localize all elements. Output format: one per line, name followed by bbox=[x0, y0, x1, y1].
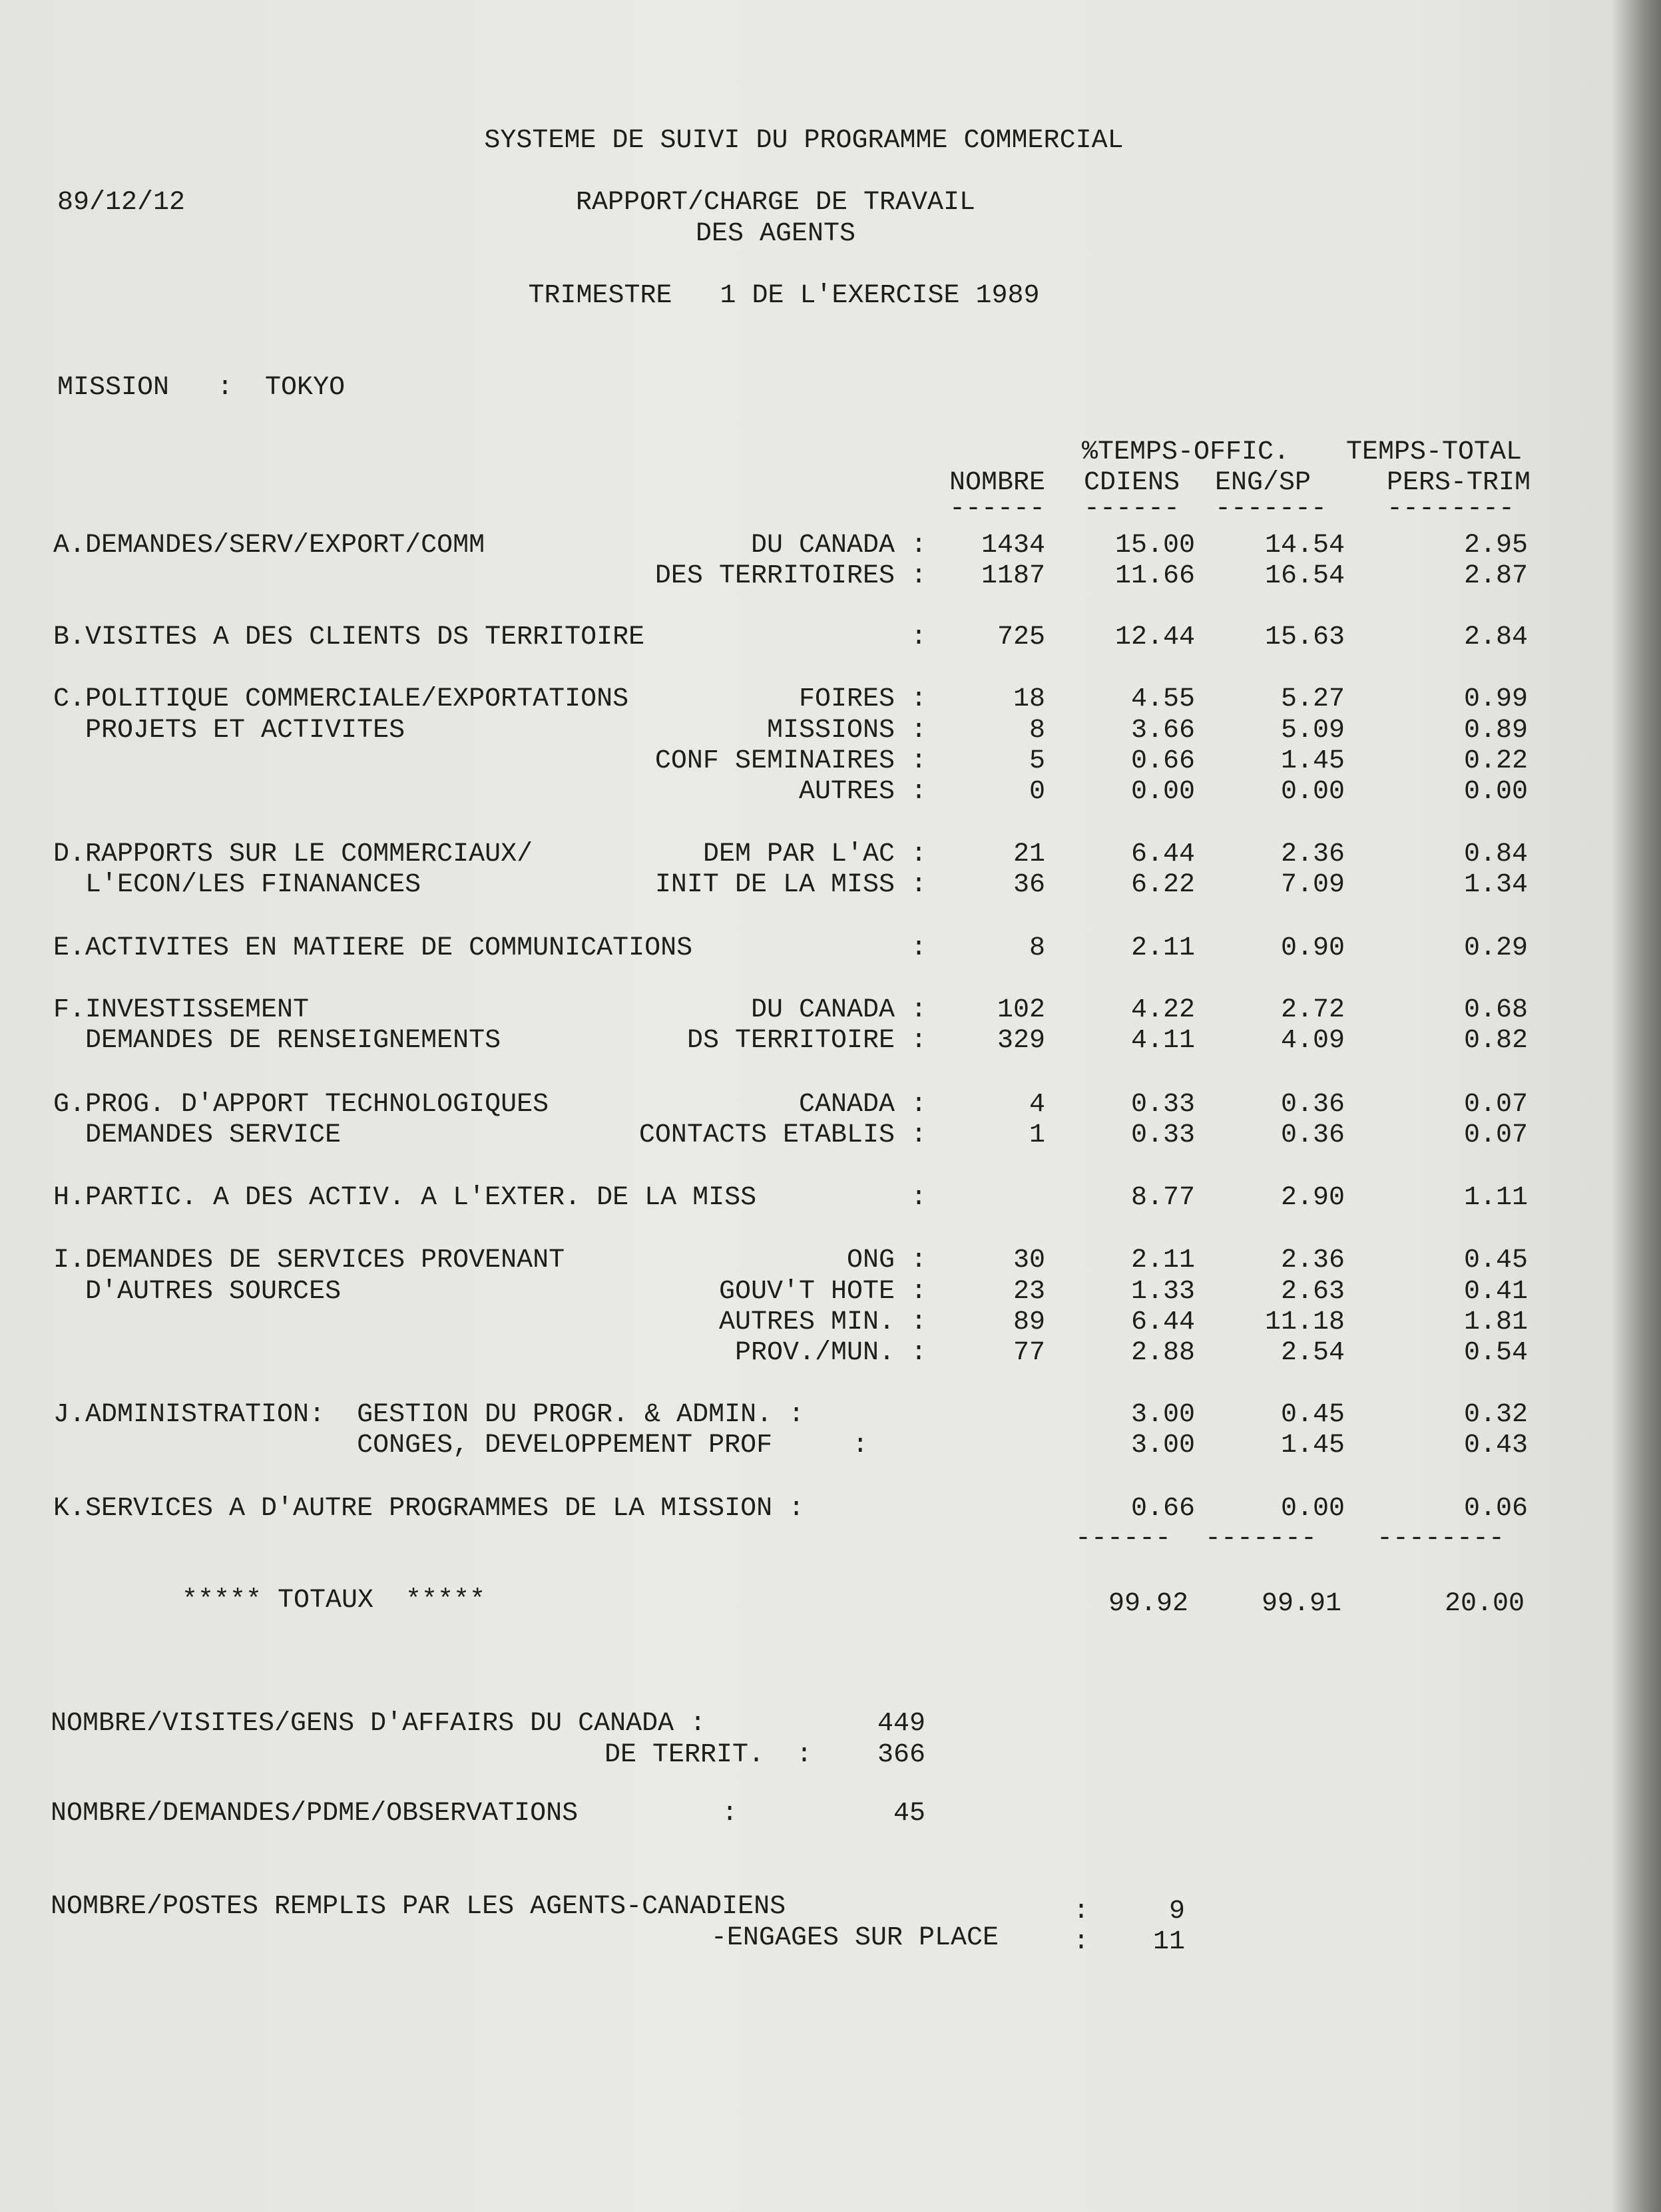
row-sublabel: DU CANADA : bbox=[750, 995, 927, 1025]
summary-territ-label: DE TERRIT. : bbox=[604, 1740, 812, 1770]
header-dash-cdiens: ------ bbox=[1084, 494, 1180, 524]
row-cdiens: 0.66 bbox=[1130, 1494, 1195, 1524]
totals-label: ***** TOTAUX ***** bbox=[182, 1586, 486, 1616]
row-cdiens: 6.44 bbox=[1130, 1307, 1195, 1337]
row-nombre: 725 bbox=[997, 622, 1045, 652]
summary-postes-canadiens: 9 bbox=[1168, 1896, 1185, 1926]
row-cdiens: 2.11 bbox=[1130, 1245, 1195, 1275]
row-cdiens: 8.77 bbox=[1130, 1183, 1195, 1213]
row-cdiens: 4.22 bbox=[1130, 995, 1195, 1025]
row-label: A.DEMANDES/SERV/EXPORT/COMM bbox=[53, 531, 485, 560]
report-title-line1: RAPPORT/CHARGE DE TRAVAIL bbox=[575, 188, 976, 218]
row-pers-trim: 0.06 bbox=[1463, 1494, 1528, 1524]
summary-postes-engages: 11 bbox=[1152, 1927, 1185, 1957]
row-engsp: 2.36 bbox=[1280, 1245, 1345, 1275]
row-sublabel: INIT DE LA MISS : bbox=[654, 870, 927, 900]
summary-engages-label: -ENGAGES SUR PLACE bbox=[710, 1923, 999, 1953]
row-pers-trim: 0.22 bbox=[1463, 746, 1528, 776]
row-nombre: 21 bbox=[1013, 839, 1045, 869]
row-pers-trim: 0.99 bbox=[1463, 684, 1528, 714]
row-sublabel: : bbox=[910, 1183, 927, 1213]
row-label: H.PARTIC. A DES ACTIV. A L'EXTER. DE LA MISS bbox=[53, 1183, 757, 1213]
row-pers-trim: 2.95 bbox=[1463, 531, 1528, 560]
row-pers-trim: 0.89 bbox=[1463, 716, 1528, 746]
row-engsp: 5.09 bbox=[1280, 716, 1345, 746]
row-cdiens: 3.66 bbox=[1130, 716, 1195, 746]
row-nombre: 8 bbox=[1029, 716, 1045, 746]
row-sublabel: DEM PAR L'AC : bbox=[702, 839, 927, 869]
header-cdiens: CDIENS bbox=[1084, 468, 1180, 498]
row-label: B.VISITES A DES CLIENTS DS TERRITOIRE bbox=[53, 622, 645, 652]
row-engsp: 5.27 bbox=[1280, 684, 1345, 714]
summary-visites-label: NOMBRE/VISITES/GENS D'AFFAIRS DU CANADA : bbox=[51, 1709, 706, 1739]
row-pers-trim: 0.41 bbox=[1463, 1277, 1528, 1307]
header-temps-total: TEMPS-TOTAL bbox=[1346, 437, 1523, 467]
row-label: K.SERVICES A D'AUTRE PROGRAMMES DE LA MISSION : bbox=[53, 1494, 805, 1524]
row-sublabel: CONTACTS ETABLIS : bbox=[638, 1120, 927, 1150]
row-engsp: 7.09 bbox=[1280, 870, 1345, 900]
row-nombre: 1434 bbox=[981, 531, 1045, 560]
row-label: L'ECON/LES FINANANCES bbox=[53, 870, 421, 900]
row-pers-trim: 0.32 bbox=[1463, 1400, 1528, 1430]
row-cdiens: 2.88 bbox=[1130, 1338, 1195, 1368]
header-pers-trim: PERS-TRIM bbox=[1387, 468, 1531, 498]
row-cdiens: 0.00 bbox=[1130, 777, 1195, 807]
report-period: TRIMESTRE 1 DE L'EXERCISE 1989 bbox=[528, 281, 1040, 311]
row-nombre: 36 bbox=[1013, 870, 1045, 900]
row-sublabel: PROV./MUN. : bbox=[734, 1338, 927, 1368]
row-engsp: 1.45 bbox=[1280, 746, 1345, 776]
row-nombre: 23 bbox=[1013, 1277, 1045, 1307]
totals-dash-cdiens: ------ bbox=[1075, 1524, 1172, 1554]
row-engsp: 4.09 bbox=[1280, 1026, 1345, 1056]
row-engsp: 15.63 bbox=[1264, 622, 1345, 652]
row-cdiens: 4.11 bbox=[1130, 1026, 1195, 1056]
row-engsp: 2.54 bbox=[1280, 1338, 1345, 1368]
row-sublabel: AUTRES : bbox=[798, 777, 927, 807]
summary-postes-label: NOMBRE/POSTES REMPLIS PAR LES AGENTS-CANADIENS bbox=[51, 1892, 786, 1922]
row-label: DEMANDES SERVICE bbox=[53, 1120, 342, 1150]
row-label: DEMANDES DE RENSEIGNEMENTS bbox=[53, 1026, 501, 1056]
summary-pdme-label: NOMBRE/DEMANDES/PDME/OBSERVATIONS : bbox=[51, 1799, 738, 1829]
row-engsp: 2.72 bbox=[1280, 995, 1345, 1025]
row-engsp: 2.90 bbox=[1280, 1183, 1345, 1213]
system-title: SYSTEME DE SUIVI DU PROGRAMME COMMERCIAL bbox=[484, 126, 1124, 156]
row-label: I.DEMANDES DE SERVICES PROVENANT bbox=[53, 1245, 565, 1275]
row-pers-trim: 0.82 bbox=[1463, 1026, 1528, 1056]
header-dash-pers-trim: -------- bbox=[1387, 494, 1515, 524]
row-engsp: 0.36 bbox=[1280, 1120, 1345, 1150]
row-nombre: 329 bbox=[997, 1026, 1045, 1056]
row-engsp: 0.45 bbox=[1280, 1400, 1345, 1430]
row-pers-trim: 2.87 bbox=[1463, 561, 1528, 591]
row-cdiens: 0.33 bbox=[1130, 1120, 1195, 1150]
header-dash-nombre: ------ bbox=[949, 494, 1045, 524]
row-pers-trim: 0.68 bbox=[1463, 995, 1528, 1025]
row-cdiens: 15.00 bbox=[1114, 531, 1195, 560]
row-cdiens: 3.00 bbox=[1130, 1400, 1195, 1430]
row-label: D'AUTRES SOURCES bbox=[53, 1277, 342, 1307]
row-pers-trim: 0.00 bbox=[1463, 777, 1528, 807]
summary-pdme-value: 45 bbox=[893, 1799, 925, 1829]
header-nombre: NOMBRE bbox=[949, 468, 1045, 498]
row-nombre: 1 bbox=[1029, 1120, 1045, 1150]
row-cdiens: 4.55 bbox=[1130, 684, 1195, 714]
summary-postes-colon1: : bbox=[1073, 1896, 1090, 1926]
row-nombre: 89 bbox=[1013, 1307, 1045, 1337]
row-cdiens: 3.00 bbox=[1130, 1431, 1195, 1460]
row-engsp: 2.63 bbox=[1280, 1277, 1345, 1307]
report-date: 89/12/12 bbox=[57, 188, 186, 218]
totals-dash-pers-trim: -------- bbox=[1377, 1524, 1505, 1554]
row-sublabel: ONG : bbox=[846, 1245, 927, 1275]
row-sublabel: DU CANADA : bbox=[750, 531, 927, 560]
row-cdiens: 2.11 bbox=[1130, 933, 1195, 963]
row-engsp: 16.54 bbox=[1264, 561, 1345, 591]
row-label: G.PROG. D'APPORT TECHNOLOGIQUES bbox=[53, 1090, 549, 1120]
summary-postes-colon2: : bbox=[1073, 1927, 1090, 1957]
row-engsp: 1.45 bbox=[1280, 1431, 1345, 1460]
row-label: J.ADMINISTRATION: GESTION DU PROGR. & ADMIN. : bbox=[53, 1400, 805, 1430]
row-label: CONGES, DEVELOPPEMENT PROF : bbox=[53, 1431, 869, 1460]
totals-pers-trim: 20.00 bbox=[1444, 1589, 1525, 1619]
totals-cdiens: 99.92 bbox=[1108, 1589, 1188, 1619]
row-pers-trim: 0.29 bbox=[1463, 933, 1528, 963]
row-nombre: 102 bbox=[997, 995, 1045, 1025]
row-cdiens: 1.33 bbox=[1130, 1277, 1195, 1307]
row-cdiens: 6.22 bbox=[1130, 870, 1195, 900]
row-label: PROJETS ET ACTIVITES bbox=[53, 716, 405, 746]
row-nombre: 18 bbox=[1013, 684, 1045, 714]
row-pers-trim: 2.84 bbox=[1463, 622, 1528, 652]
summary-visites-territ: 366 bbox=[877, 1740, 925, 1770]
row-engsp: 0.90 bbox=[1280, 933, 1345, 963]
row-sublabel: GOUV'T HOTE : bbox=[718, 1277, 927, 1307]
row-cdiens: 11.66 bbox=[1114, 561, 1195, 591]
row-sublabel: CANADA : bbox=[798, 1090, 927, 1120]
row-pers-trim: 0.45 bbox=[1463, 1245, 1528, 1275]
row-engsp: 2.36 bbox=[1280, 839, 1345, 869]
row-cdiens: 0.66 bbox=[1130, 746, 1195, 776]
row-engsp: 11.18 bbox=[1264, 1307, 1345, 1337]
row-sublabel: DES TERRITOIRES : bbox=[654, 561, 927, 591]
row-cdiens: 12.44 bbox=[1114, 622, 1195, 652]
row-engsp: 0.36 bbox=[1280, 1090, 1345, 1120]
row-sublabel: CONF SEMINAIRES : bbox=[654, 746, 927, 776]
row-pers-trim: 1.81 bbox=[1463, 1307, 1528, 1337]
row-nombre: 1187 bbox=[981, 561, 1045, 591]
totals-dash-engsp: ------- bbox=[1205, 1524, 1317, 1554]
row-cdiens: 0.33 bbox=[1130, 1090, 1195, 1120]
row-label: D.RAPPORTS SUR LE COMMERCIAUX/ bbox=[53, 839, 533, 869]
row-label: E.ACTIVITES EN MATIERE DE COMMUNICATIONS bbox=[53, 933, 693, 963]
row-nombre: 8 bbox=[1029, 933, 1045, 963]
row-label: F.INVESTISSEMENT bbox=[53, 995, 310, 1025]
row-label: C.POLITIQUE COMMERCIALE/EXPORTATIONS bbox=[53, 684, 629, 714]
row-engsp: 0.00 bbox=[1280, 1494, 1345, 1524]
row-engsp: 0.00 bbox=[1280, 777, 1345, 807]
row-pers-trim: 0.84 bbox=[1463, 839, 1528, 869]
row-nombre: 30 bbox=[1013, 1245, 1045, 1275]
mission-label: MISSION : TOKYO bbox=[57, 373, 346, 403]
row-sublabel: AUTRES MIN. : bbox=[718, 1307, 927, 1337]
summary-visites-canada: 449 bbox=[877, 1709, 925, 1739]
row-cdiens: 6.44 bbox=[1130, 839, 1195, 869]
row-nombre: 0 bbox=[1029, 777, 1045, 807]
row-pers-trim: 1.34 bbox=[1463, 870, 1528, 900]
row-nombre: 77 bbox=[1013, 1338, 1045, 1368]
row-pers-trim: 0.43 bbox=[1463, 1431, 1528, 1460]
row-nombre: 4 bbox=[1029, 1090, 1045, 1120]
row-engsp: 14.54 bbox=[1264, 531, 1345, 560]
report-title-line2: DES AGENTS bbox=[695, 219, 856, 249]
row-pers-trim: 0.54 bbox=[1463, 1338, 1528, 1368]
row-sublabel: : bbox=[910, 622, 927, 652]
row-pers-trim: 0.07 bbox=[1463, 1090, 1528, 1120]
row-pers-trim: 0.07 bbox=[1463, 1120, 1528, 1150]
header-engsp: ENG/SP bbox=[1215, 468, 1311, 498]
header-dash-engsp: ------- bbox=[1215, 494, 1327, 524]
row-sublabel: DS TERRITOIRE : bbox=[686, 1026, 927, 1056]
row-pers-trim: 1.11 bbox=[1463, 1183, 1528, 1213]
row-sublabel: : bbox=[910, 933, 927, 963]
totals-engsp: 99.91 bbox=[1261, 1589, 1341, 1619]
row-sublabel: FOIRES : bbox=[798, 684, 927, 714]
row-nombre: 5 bbox=[1029, 746, 1045, 776]
row-sublabel: MISSIONS : bbox=[766, 716, 927, 746]
header-temps-offic: %TEMPS-OFFIC. bbox=[1082, 437, 1290, 467]
